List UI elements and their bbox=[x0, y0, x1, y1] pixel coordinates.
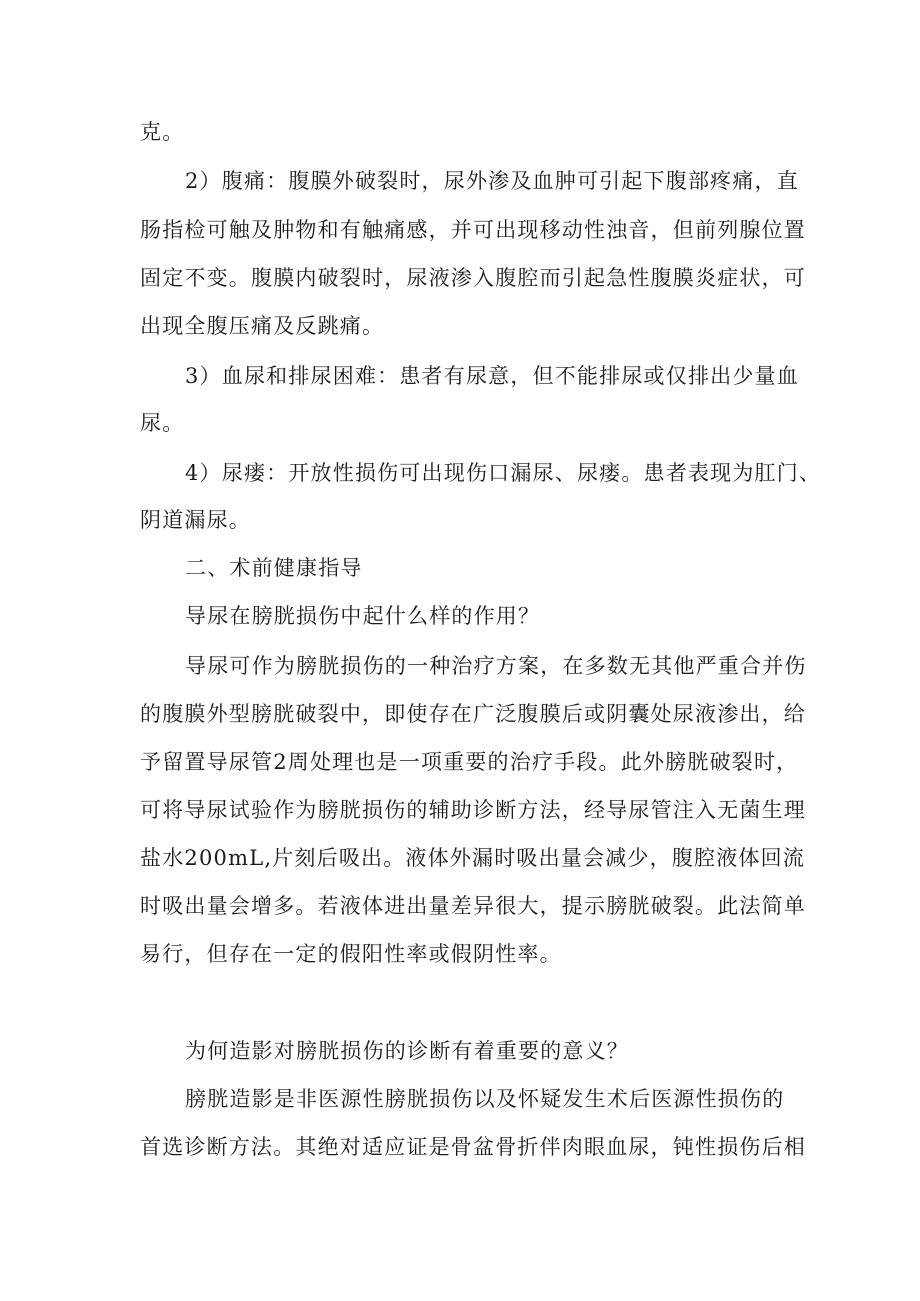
text-line: 固定不变。腹膜内破裂时，尿液渗入腹腔而引起急性腹膜炎症状，可 bbox=[140, 266, 806, 290]
text-line: 2）腹痛：腹膜外破裂时，尿外渗及血肿可引起下腹部疼痛，直 bbox=[185, 169, 799, 193]
text-line: 的腹膜外型膀胱破裂中，即使存在广泛腹膜后或阴囊处尿液渗出，给 bbox=[140, 702, 806, 726]
section-heading: 二、术前健康指导 bbox=[185, 556, 363, 580]
text-line: 出现全腹压痛及反跳痛。 bbox=[140, 314, 385, 338]
text-line: 可将导尿试验作为膀胱损伤的辅助诊断方法，经导尿管注入无菌生理 bbox=[140, 798, 806, 822]
text-line: 克。 bbox=[140, 120, 185, 144]
text-line: 4）尿瘘：开放性损伤可出现伤口漏尿、尿瘘。患者表现为肛门、 bbox=[185, 461, 822, 485]
text-line: 阴道漏尿。 bbox=[140, 508, 251, 532]
text-line: 导尿可作为膀胱损伤的一种治疗方案，在多数无其他严重合并伤 bbox=[185, 654, 807, 678]
text-line: 肠指检可触及肿物和有触痛感，并可出现移动性浊音，但前列腺位置 bbox=[140, 218, 806, 242]
text-line: 3）血尿和排尿困难：患者有尿意，但不能排尿或仅排出少量血 bbox=[185, 364, 799, 388]
text-line: 予留置导尿管2周处理也是一项重要的治疗手段。此外膀胱破裂时， bbox=[140, 750, 799, 774]
text-line: 时吸出量会增多。若液体进出量差异很大，提示膀胱破裂。此法简单 bbox=[140, 894, 806, 918]
question-heading: 导尿在膀胱损伤中起什么样的作用？ bbox=[185, 604, 541, 628]
text-line: 尿。 bbox=[140, 411, 185, 435]
text-line: 盐水200mL,片刻后吸出。液体外漏时吸出量会减少，腹腔液体回流 bbox=[140, 846, 806, 870]
text-line: 易行，但存在一定的假阳性率或假阴性率。 bbox=[140, 942, 562, 966]
text-line: 首选诊断方法。其绝对适应证是骨盆骨折伴肉眼血尿，钝性损伤后相 bbox=[140, 1135, 806, 1159]
question-heading: 为何造影对膀胱损伤的诊断有着重要的意义？ bbox=[185, 1039, 629, 1063]
text-line: 膀胱造影是非医源性膀胱损伤以及怀疑发生术后医源性损伤的 bbox=[185, 1087, 785, 1111]
